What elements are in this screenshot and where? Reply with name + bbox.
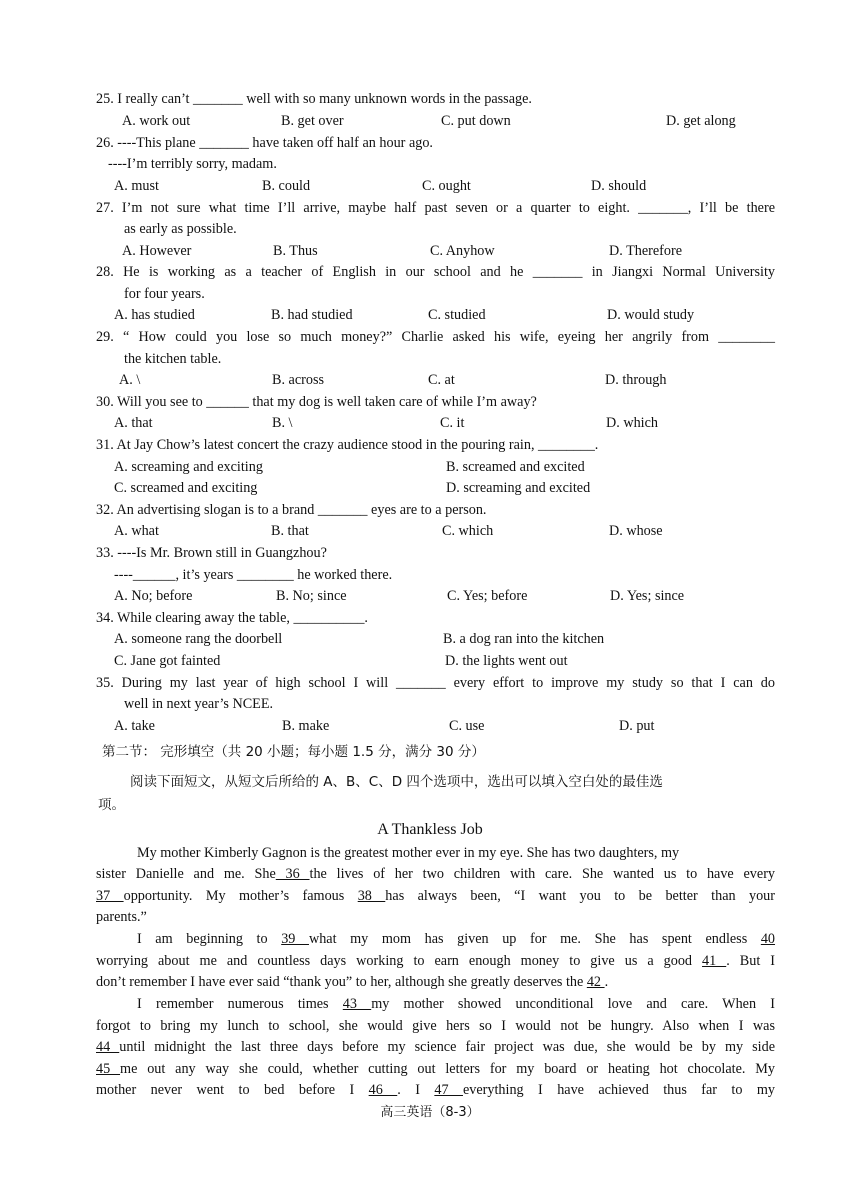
- passage-text: opportunity. My mother’s famous: [123, 888, 358, 904]
- question-33-stem: 33. ----Is Mr. Brown still in Guangzhou?: [96, 545, 327, 561]
- passage-text: everything I have achieved thus far to my: [462, 1082, 776, 1098]
- question-26-option-d: D. should: [591, 178, 647, 194]
- question-34-option-a: A. someone rang the doorbell: [114, 631, 283, 647]
- passage-text: the lives of her two children with care. She wanted us to have every: [309, 866, 776, 882]
- passage-text: I am beginning to: [137, 931, 282, 947]
- passage-line: [96, 1080, 775, 1100]
- question-27-stem-line2: as early as possible.: [124, 221, 237, 237]
- blank-38: 38: [357, 888, 386, 904]
- question-29-option-a: A. \: [119, 372, 141, 388]
- question-26-stem-line2: ----I’m terribly sorry, madam.: [108, 156, 277, 172]
- passage-text: sister Danielle and me. She: [96, 866, 276, 882]
- question-26-option-c: C. ought: [422, 178, 471, 194]
- question-28-option-a: A. has studied: [114, 307, 195, 323]
- question-29-option-b: B. across: [272, 372, 325, 388]
- passage-line: [96, 864, 775, 884]
- passage-text: . But I: [726, 953, 775, 969]
- question-26-stem: 26. ----This plane _______ have taken off half an hour ago.: [96, 135, 433, 151]
- passage-line: [96, 951, 775, 971]
- question-29-option-d: D. through: [605, 372, 667, 388]
- passage-text: what my mom has given up for me. She has spent endless: [308, 931, 761, 947]
- question-30-stem: 30. Will you see to ______ that my dog is well taken care of while I’m away?: [96, 394, 537, 410]
- question-32-stem: 32. An advertising slogan is to a brand _______ eyes are to a person.: [96, 502, 487, 518]
- question-31-stem: 31. At Jay Chow’s latest concert the crazy audience stood in the pouring rain, ________.: [96, 437, 599, 453]
- passage-text: . I: [397, 1082, 435, 1098]
- passage-text: until midnight the last three days before my science fair project was due, she would be by my side: [119, 1039, 776, 1055]
- passage-line: [137, 929, 775, 949]
- passage-text: mother never went to bed before I: [96, 1082, 369, 1098]
- question-34-option-d: D. the lights went out: [445, 653, 568, 669]
- question-35-option-a: A. take: [114, 718, 155, 734]
- question-33-option-d: D. Yes; since: [610, 588, 685, 604]
- section-heading: 第二节： 完形填空（共 20 小题；每小题 1.5 分，满分 30 分）: [102, 744, 485, 760]
- question-32-option-d: D. whose: [609, 523, 663, 539]
- passage-line: [96, 1059, 775, 1079]
- blank-47: 47: [434, 1082, 463, 1098]
- passage-text: I remember numerous times: [137, 996, 343, 1012]
- question-32-option-a: A. what: [114, 523, 159, 539]
- question-33-option-a: A. No; before: [114, 588, 193, 604]
- question-25-option-a: A. work out: [122, 113, 191, 129]
- passage-line: [137, 994, 775, 1014]
- passage-text: forgot to bring my lunch to school, she would give hers so I would not be hungry. Also when I was: [96, 1018, 775, 1034]
- question-30-option-a: A. that: [114, 415, 153, 431]
- question-30-option-b: B. \: [272, 415, 293, 431]
- question-32-option-b: B. that: [271, 523, 309, 539]
- question-29-stem: 29. “ How could you lose so much money?” Charlie asked his wife, eyeing her angrily from ________: [96, 329, 775, 345]
- blank-45: 45: [96, 1061, 121, 1077]
- question-30-option-d: D. which: [606, 415, 659, 431]
- question-28-stem-line2: for four years.: [124, 286, 205, 302]
- question-26-option-b: B. could: [262, 178, 311, 194]
- question-35-stem: 35. During my last year of high school I will _______ every effort to improve my study so that I can do: [96, 675, 775, 691]
- question-28-option-d: D. would study: [607, 307, 695, 323]
- blank-42: 42: [586, 974, 605, 990]
- question-34-stem: 34. While clearing away the table, __________.: [96, 610, 368, 626]
- question-28-option-c: C. studied: [428, 307, 486, 323]
- question-31-option-c: C. screamed and exciting: [114, 480, 258, 496]
- question-27-option-d: D. Therefore: [609, 243, 683, 259]
- blank-36: 36: [275, 866, 310, 882]
- question-34-option-c: C. Jane got fainted: [114, 653, 221, 669]
- section-instruction: 阅读下面短文，从短文后所给的 A、B、C、D 四个选项中，选出可以填入空白处的最佳选: [130, 774, 663, 790]
- passage-title: A Thankless Job: [377, 821, 483, 838]
- question-27-stem: 27. I’m not sure what time I’ll arrive, maybe half past seven or a quarter to eight. _______, I’ll be there: [96, 200, 775, 216]
- passage-text: .: [604, 974, 609, 990]
- blank-44: 44: [96, 1039, 120, 1055]
- blank-40: 40: [760, 931, 776, 947]
- passage-text: has always been, “I want you to be better than your: [385, 888, 776, 904]
- passage-text: don’t remember I have ever said “thank you” to her, although she greatly deserves the: [96, 974, 587, 990]
- passage-line: [96, 1037, 775, 1057]
- question-33-stem-line2: ----______, it’s years ________ he worked there.: [114, 567, 393, 583]
- section-instruction-line2: 项。: [98, 797, 125, 813]
- question-32-option-c: C. which: [442, 523, 494, 539]
- passage-line: [96, 972, 608, 992]
- question-30-option-c: C. it: [440, 415, 465, 431]
- blank-43: 43: [342, 996, 372, 1012]
- blank-41: 41: [702, 953, 727, 969]
- question-29-stem-line2: the kitchen table.: [124, 351, 222, 367]
- question-31-option-b: B. screamed and excited: [446, 459, 585, 475]
- passage-text: My mother Kimberly Gagnon is the greatest mother ever in my eye. She has two daughters, my: [137, 845, 680, 861]
- question-28-option-b: B. had studied: [271, 307, 353, 323]
- question-33-option-c: C. Yes; before: [447, 588, 528, 604]
- passage-text: me out any way she could, whether cutting out letters for my board or heating hot chocolate. My: [120, 1061, 776, 1077]
- blank-37: 37: [96, 888, 124, 904]
- question-31-option-a: A. screaming and exciting: [114, 459, 263, 475]
- blank-46: 46: [368, 1082, 398, 1098]
- passage-line: [96, 886, 775, 906]
- question-33-option-b: B. No; since: [276, 588, 347, 604]
- question-34-option-b: B. a dog ran into the kitchen: [443, 631, 605, 647]
- question-35-stem-line2: well in next year’s NCEE.: [124, 696, 274, 712]
- blank-39: 39: [281, 931, 309, 947]
- question-35-option-c: C. use: [449, 718, 485, 734]
- question-27-option-c: C. Anyhow: [430, 243, 495, 259]
- question-26-option-a: A. must: [114, 178, 159, 194]
- question-25-option-c: C. put down: [441, 113, 511, 129]
- page-footer: 高三英语（8-3）: [380, 1105, 480, 1120]
- question-35-option-d: D. put: [619, 718, 655, 734]
- question-29-option-c: C. at: [428, 372, 455, 388]
- question-27-option-a: A. However: [122, 243, 192, 259]
- question-35-option-b: B. make: [282, 718, 330, 734]
- question-25-option-d: D. get along: [666, 113, 736, 129]
- question-25-option-b: B. get over: [281, 113, 344, 129]
- question-31-option-d: D. screaming and excited: [446, 480, 591, 496]
- passage-line: [96, 1016, 775, 1036]
- passage-text: worrying about me and countless days working to earn enough money to give us a good: [96, 953, 703, 969]
- passage-line: [96, 907, 147, 927]
- question-27-option-b: B. Thus: [273, 243, 318, 259]
- question-28-stem: 28. He is working as a teacher of English in our school and he _______ in Jiangxi Normal University: [96, 264, 775, 280]
- question-25-stem: 25. I really can’t _______ well with so many unknown words in the passage.: [96, 91, 532, 107]
- passage-text: my mother showed unconditional love and care. When I: [371, 996, 775, 1012]
- passage-text: parents.”: [96, 909, 147, 925]
- passage-line: [137, 843, 679, 863]
